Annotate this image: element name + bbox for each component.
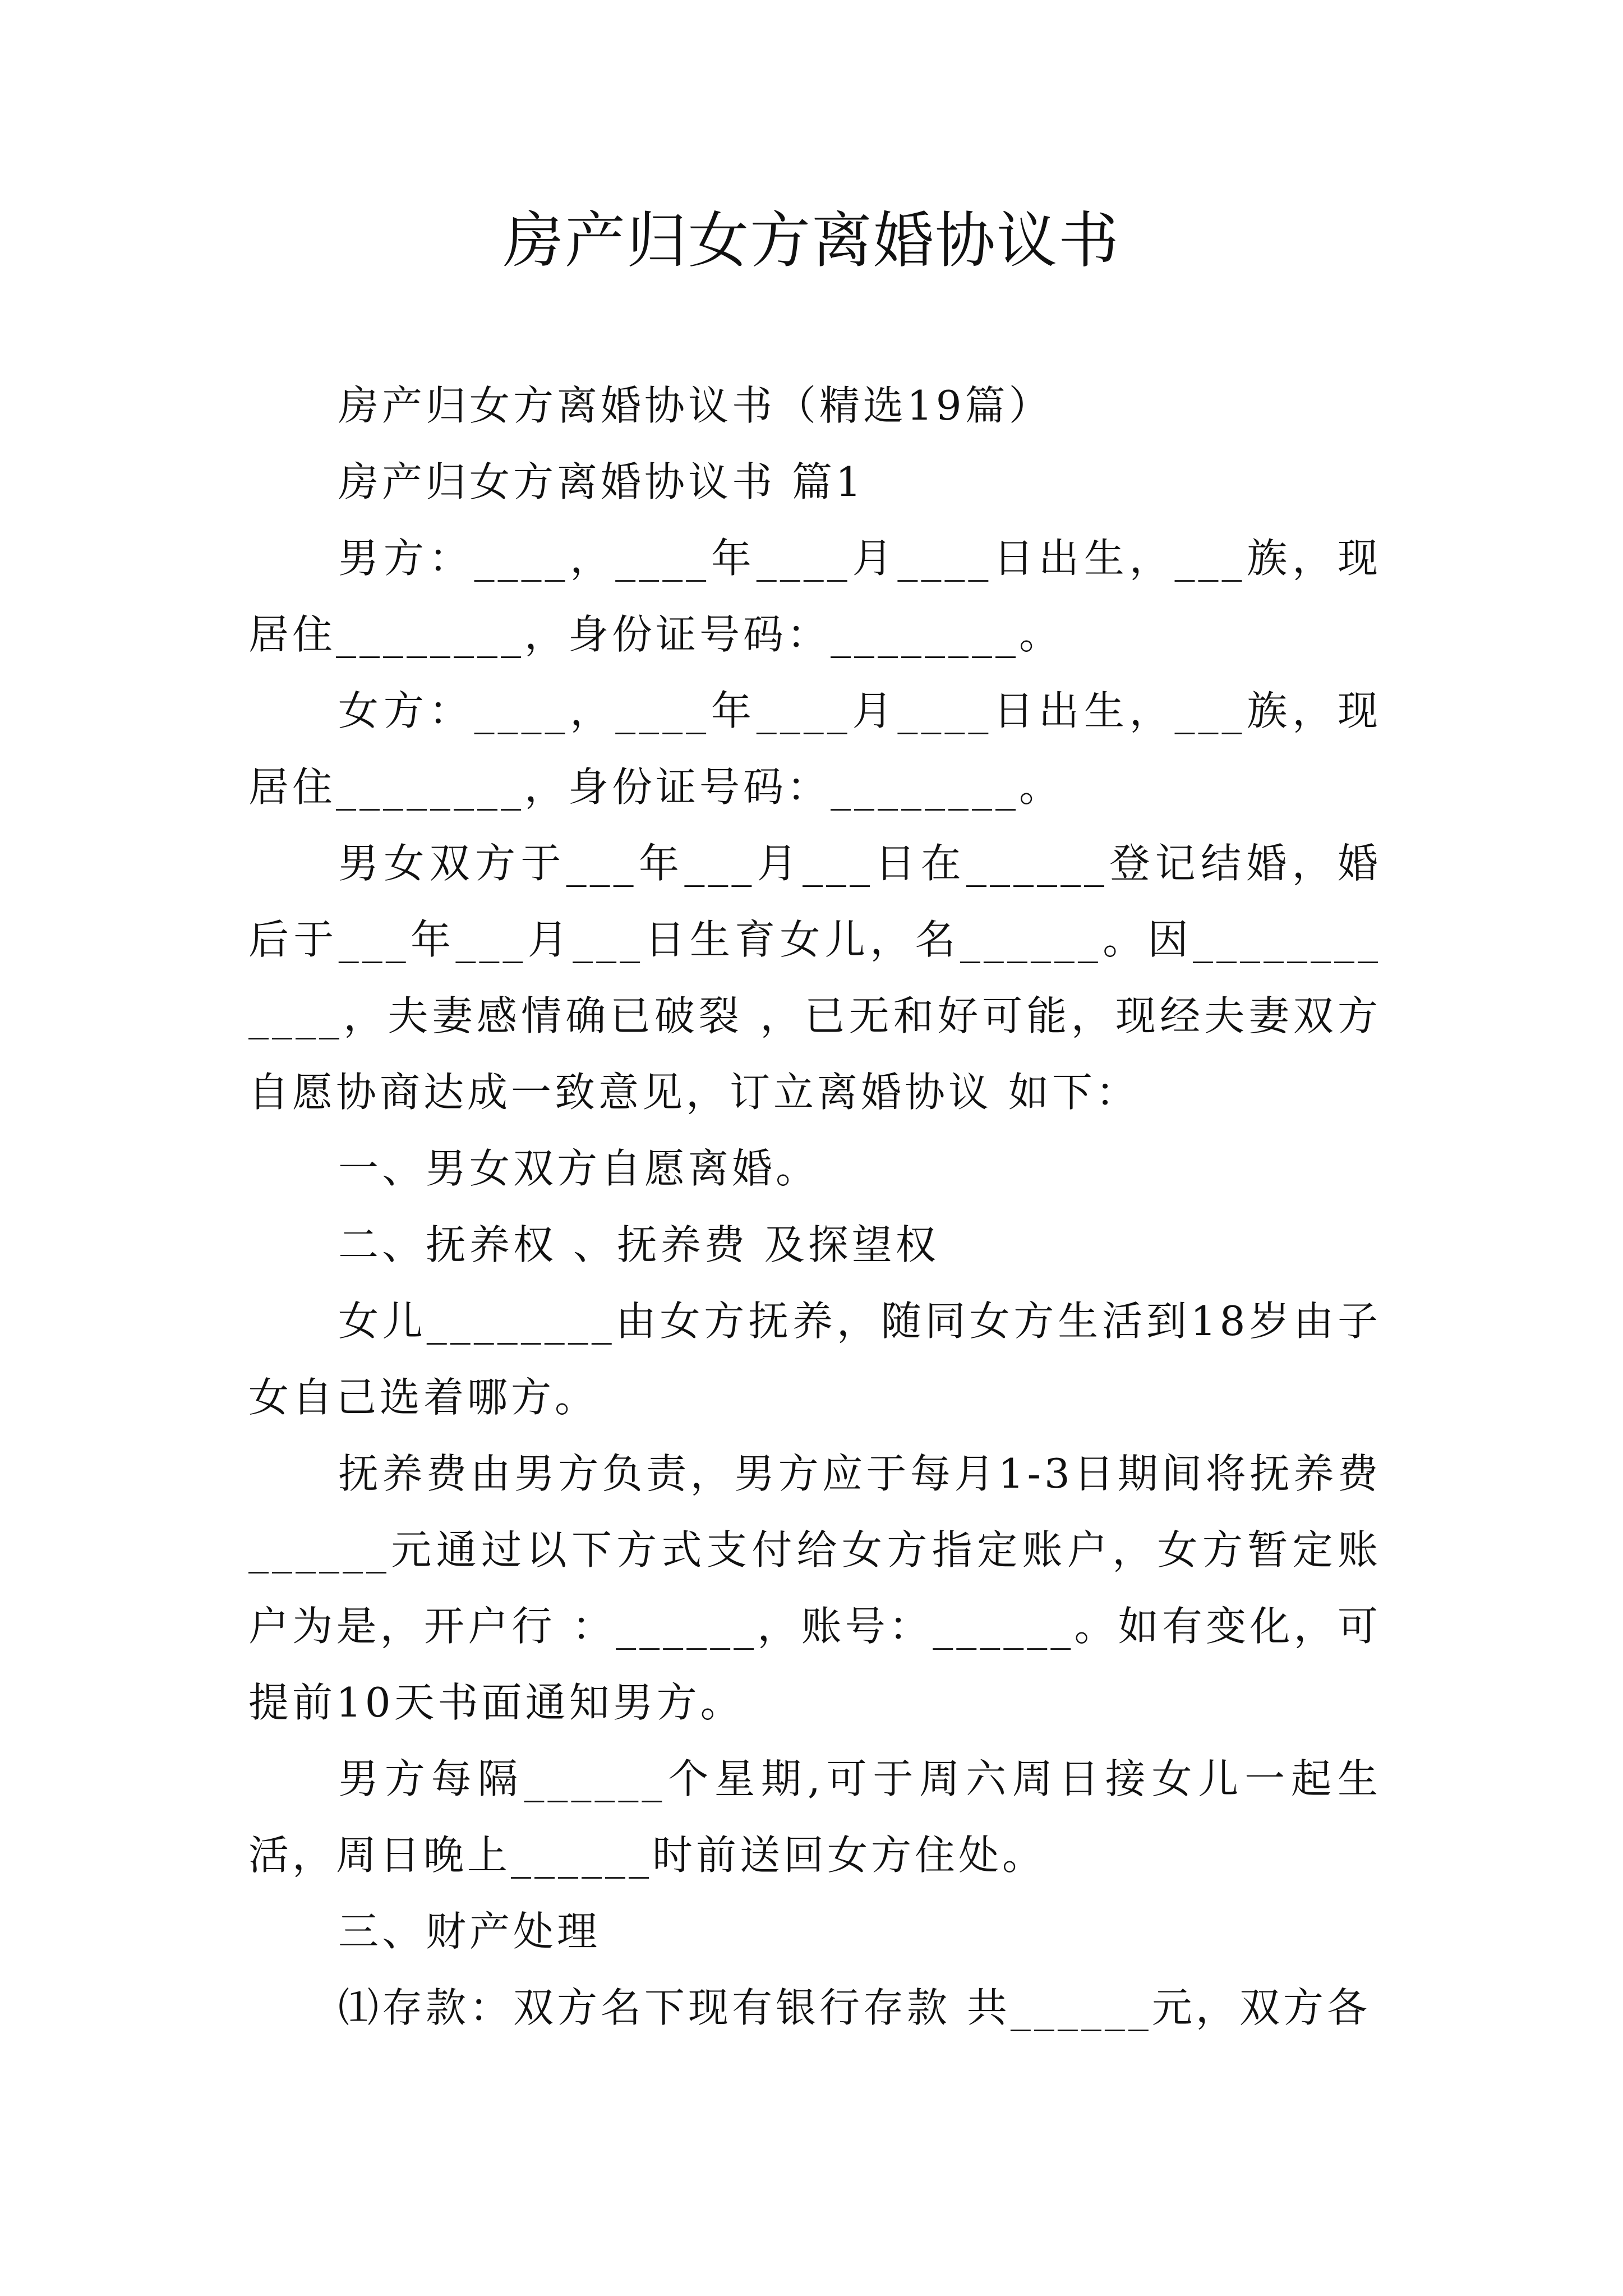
paragraph-support-payment: 抚养费由男方负责，男方应于每月1-3日期间将抚养费______元通过以下方式支付给女方指定账户，女方暂定账户为是，开户行 ：______，账号：______。如有变化，可提前10天书面通知男方。 xyxy=(248,1450,1381,1726)
paragraph-male-party: 男方：____，____年____月____日出生，___族，现居住________，身份证号码：________。 xyxy=(248,535,1381,658)
clause-divorce: 一、男女双方自愿离婚。 xyxy=(338,1145,820,1192)
section-heading: 房产归女方离婚协议书 篇1 xyxy=(338,458,865,505)
clause-custody-heading: 二、抚养权 、抚养费 及探望权 xyxy=(338,1221,939,1268)
paragraph-savings: ⑴存款：双方名下现有银行存款 共______元，双方各 xyxy=(338,1984,1371,2031)
document-title: 房产归女方离婚协议书 xyxy=(502,206,1120,276)
paragraph-marriage-info: 男女双方于___年___月___日在______登记结婚，婚后于___年___月___日生育女儿，名______。因____________，夫妻感情确已破裂 ，已无和好可能，现经夫妻双方自愿协商达成一致意见，订立离婚协议 如下： xyxy=(248,840,1381,1116)
subtitle-line: 房产归女方离婚协议书（精选19篇） xyxy=(338,382,1053,429)
clause-property-heading: 三、财产处理 xyxy=(338,1908,601,1955)
paragraph-custody: 女儿________由女方抚养，随同女方生活到18岁由子女自己选着哪方。 xyxy=(248,1297,1381,1421)
document-body xyxy=(248,367,1381,2046)
paragraph-female-party: 女方：____，____年____月____日出生，___族，现居住________，身份证号码：________。 xyxy=(248,687,1381,811)
paragraph-visitation: 男方每隔______个星期,可于周六周日接女儿一起生活，周日晚上______时前送回女方住处。 xyxy=(248,1755,1381,1879)
